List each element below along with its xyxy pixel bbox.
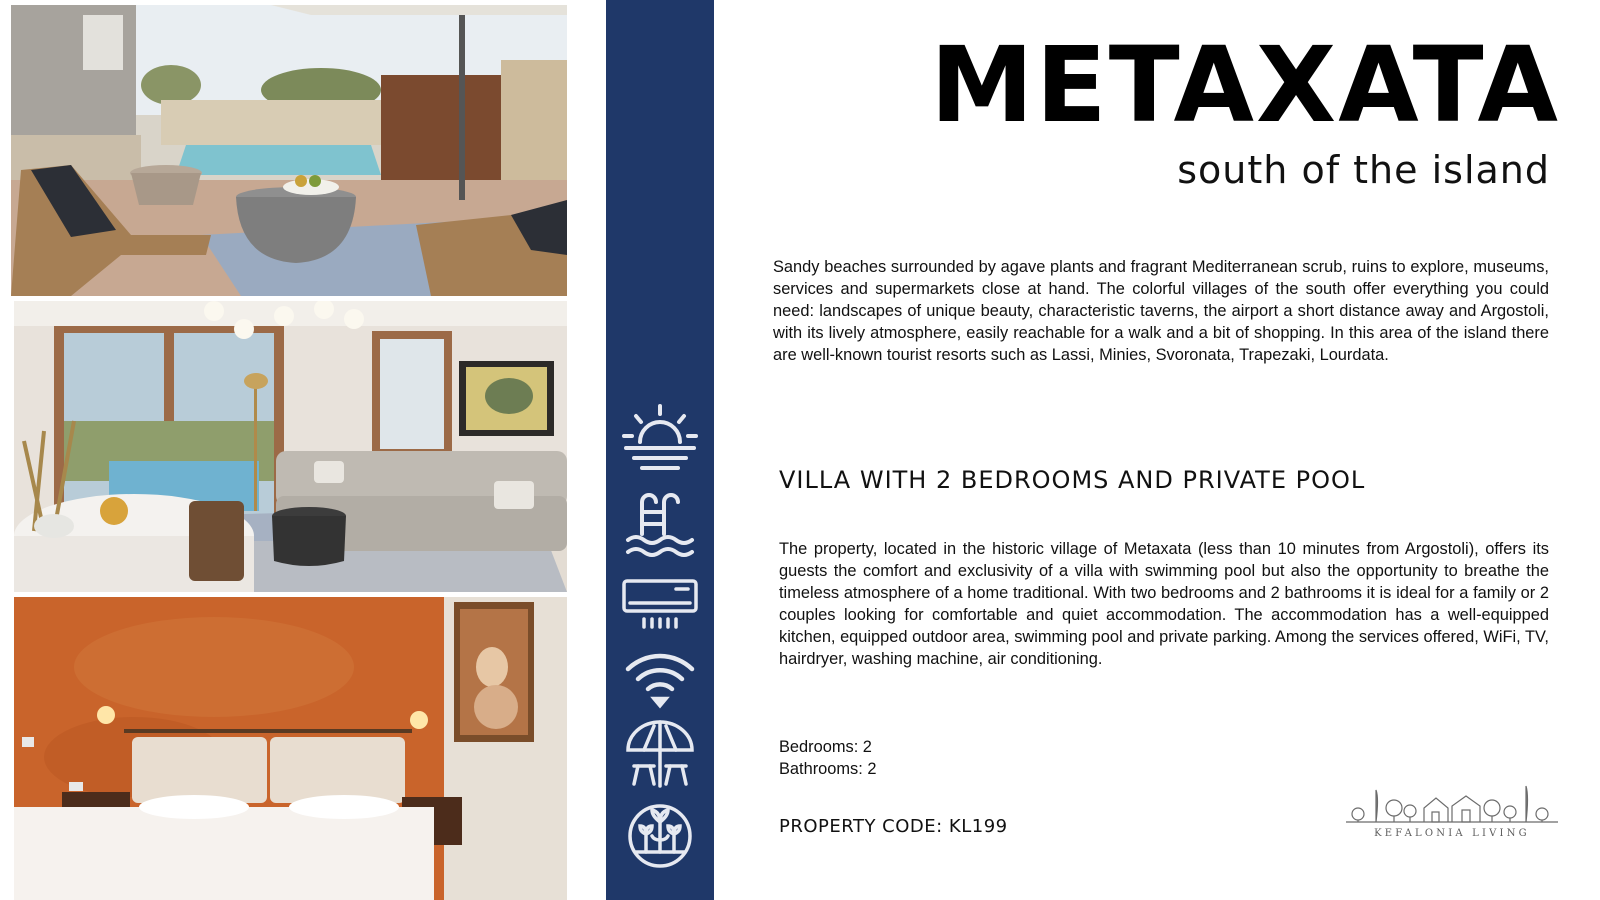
pool-ladder-icon [620, 490, 700, 560]
beach-umbrella-icon [620, 720, 700, 790]
wifi-icon [620, 645, 700, 715]
air-conditioner-icon [620, 573, 700, 643]
brand-logo [1344, 784, 1560, 844]
garden-icon [620, 800, 700, 870]
amenities-sidebar [606, 0, 714, 900]
sunrise-icon [620, 404, 700, 474]
property-description: The property, located in the historic village of Metaxata (less than 10 minutes from Argostoli), offers its guests the comfort and exclusivity of a villa with swimming pool but also the opportunity to breathe the timeless atmosphere of a home traditional. With two bedrooms and 2 bathrooms it is ideal for a family or 2 couples looking for comfortable and quiet accommodation. The accommodation has a well-equipped kitchen, equipped outdoor area, swimming pool and private parking. Among the services offered, WiFi, TV, hairdryer, washing machine, air conditioning. [779, 540, 1549, 668]
bathrooms-count: Bathrooms: 2 [779, 760, 877, 778]
brand-wordmark: KEFALONIA LIVING [1374, 828, 1530, 839]
intro-paragraph: Sandy beaches surrounded by agave plants and fragrant Mediterranean scrub, ruins to explore, museums, services and supermarkets close at hand. The colorful villages of the south offer everything you could need: landscapes of unique beauty, characteristic taverns, the airport a short distance away and Argostoli, with its lively atmosphere, easily reachable for a walk and a bit of shopping. In this area of the island there are well-known tourist resorts such as Lassi, Minies, Svoronata, Trapezaki, Lourdata. [773, 258, 1549, 364]
property-code: PROPERTY CODE: KL199 [779, 816, 1008, 837]
photo-patio-pool [11, 5, 567, 296]
page-subtitle: south of the island [1177, 148, 1550, 192]
photo-bedroom [14, 597, 567, 900]
page-title: METAXATA [930, 24, 1560, 146]
property-heading: VILLA WITH 2 BEDROOMS AND PRIVATE POOL [779, 466, 1366, 494]
bedrooms-count: Bedrooms: 2 [779, 738, 872, 756]
photo-living-room [14, 301, 567, 592]
